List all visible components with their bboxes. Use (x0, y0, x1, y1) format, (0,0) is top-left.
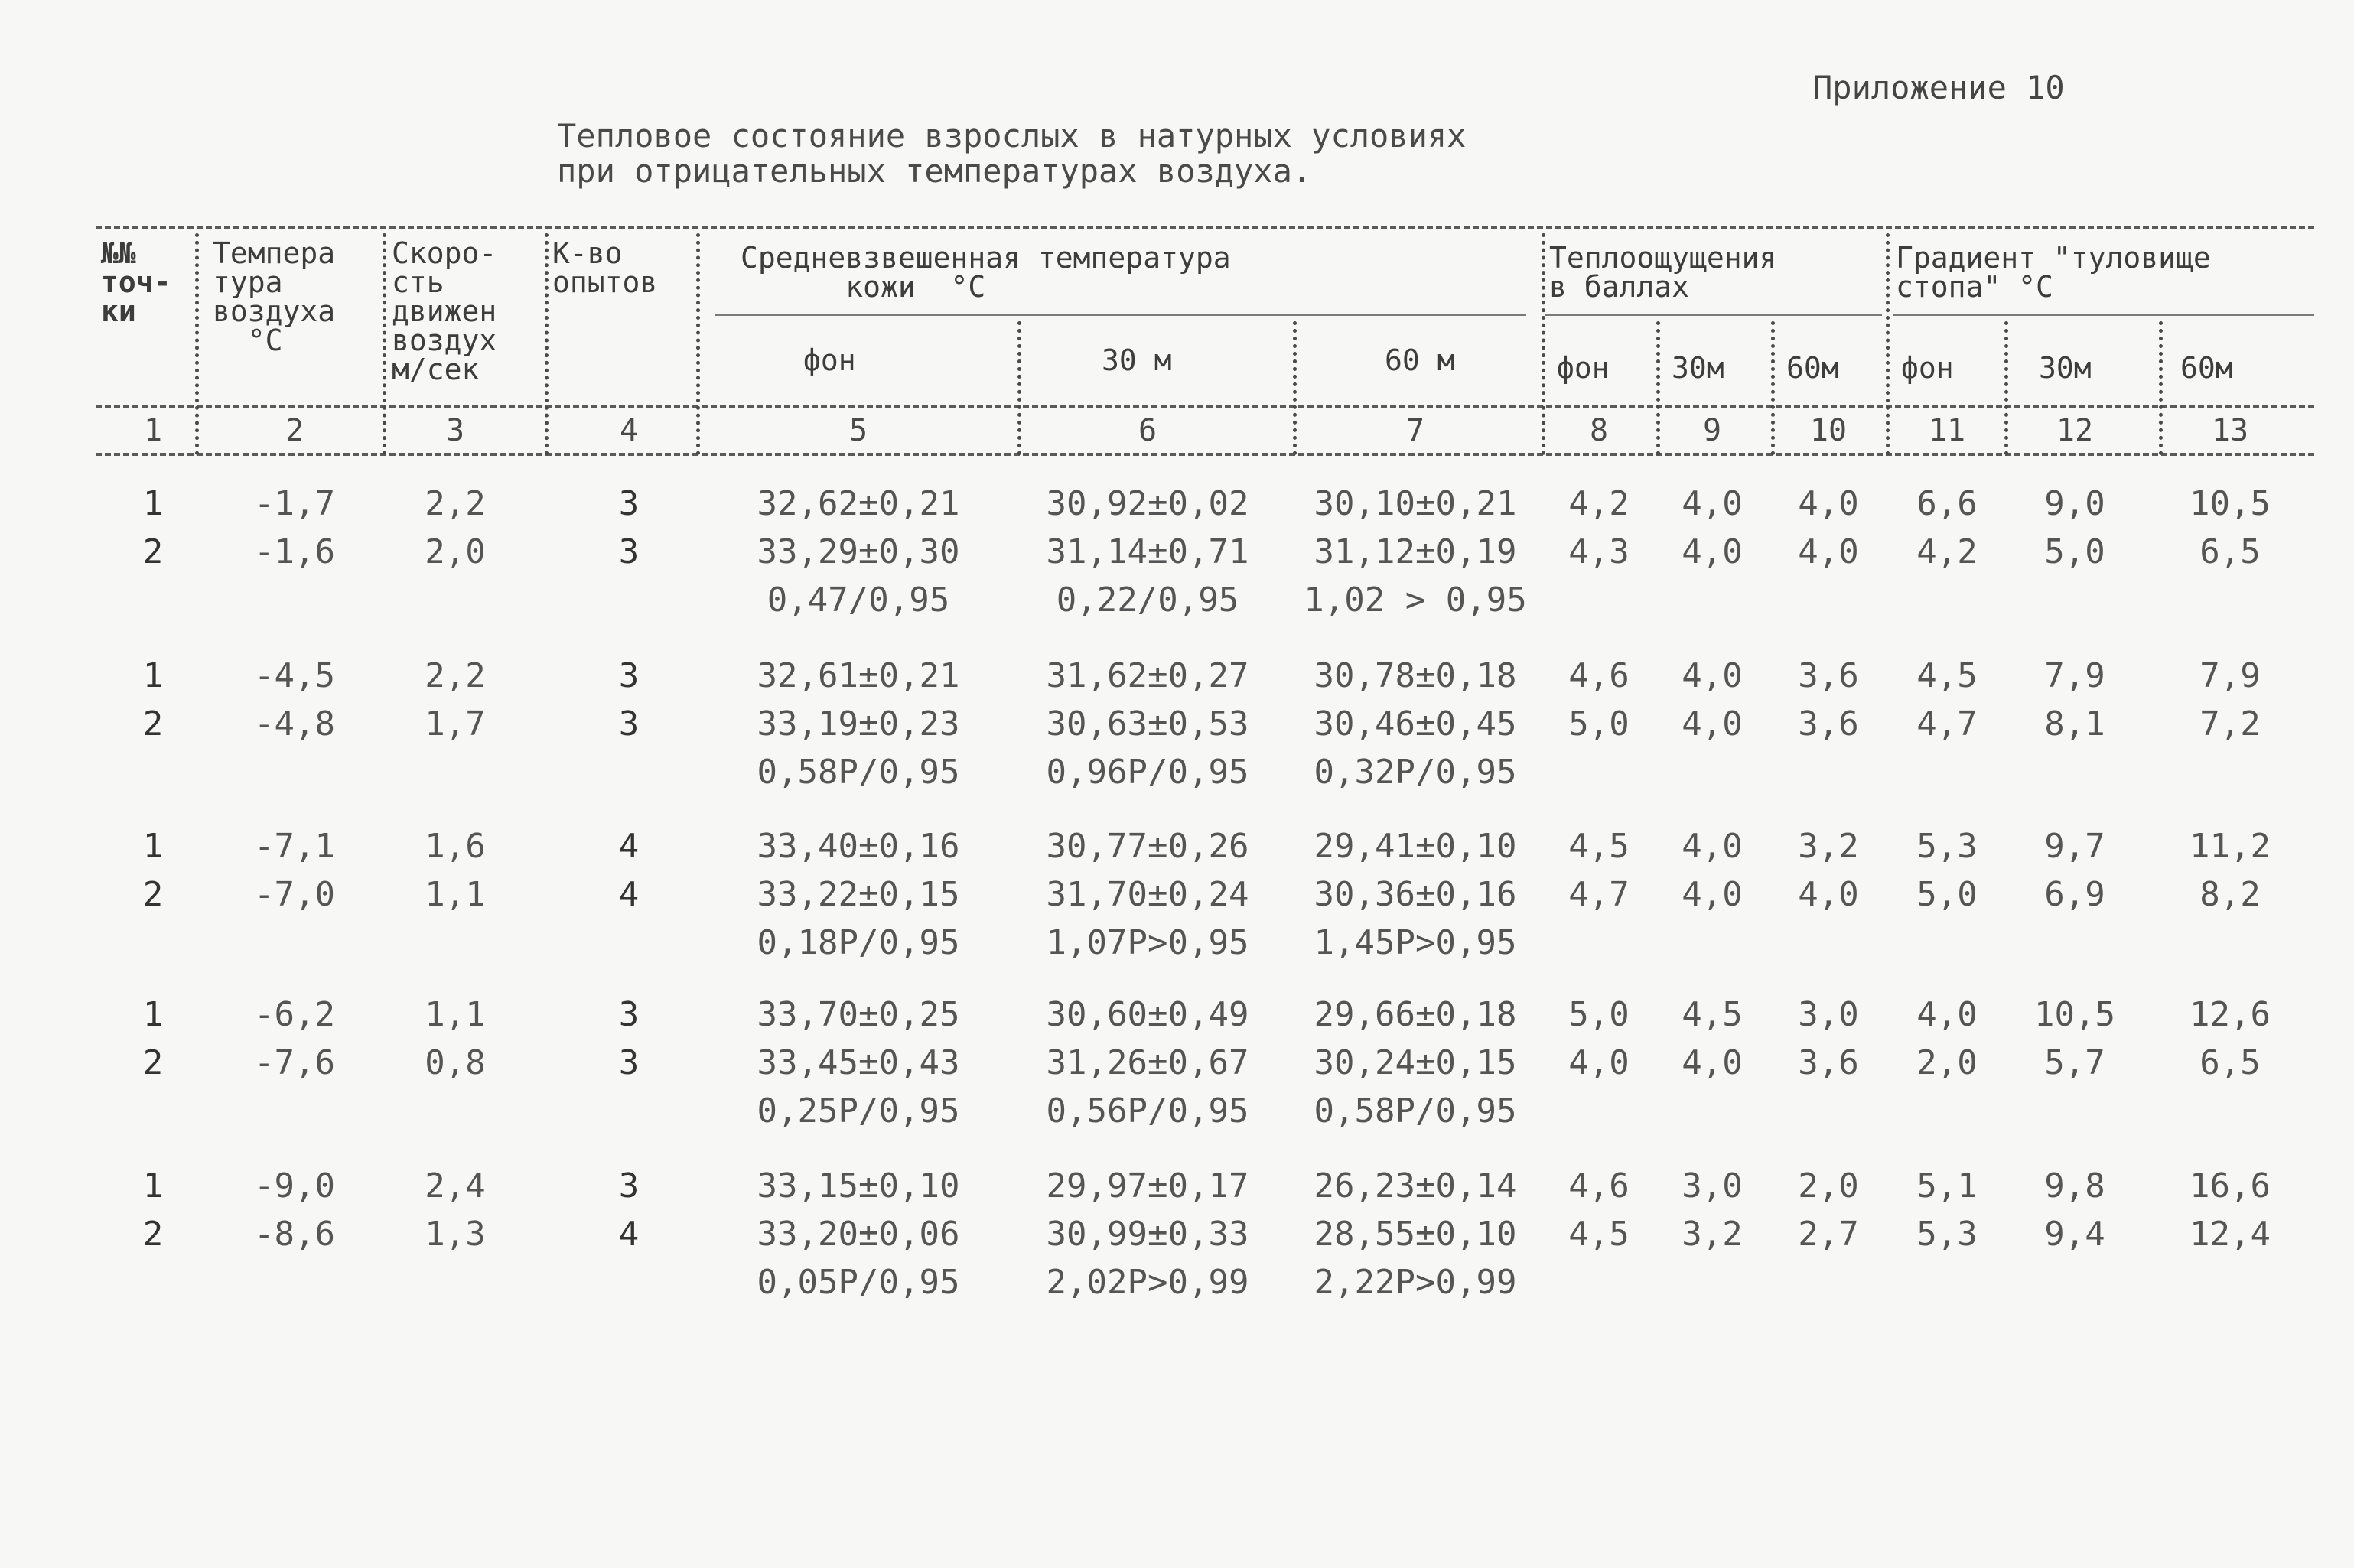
cell-g3-r2-c13: 8,2 (2199, 875, 2261, 914)
column-number-4: 4 (619, 413, 639, 448)
cell-g2-r1-c11: 4,5 (1916, 656, 1978, 695)
cell-g1-r1-c3: 2,2 (425, 484, 486, 523)
header-gradient-group: Градиент "туловище стопа" °С (1896, 241, 2211, 304)
cell-g1-r1-c11: 6,6 (1916, 484, 1978, 523)
cell-g4-r1-c5: 33,70±0,25 (757, 995, 960, 1034)
cell-g4-r2-c10: 3,6 (1798, 1043, 1859, 1082)
cell-g2-r2-c1: 2 (142, 704, 164, 743)
cell-g3-r2-c12: 6,9 (2044, 875, 2105, 914)
cell-g3-r1-c7: 29,41±0,10 (1314, 827, 1517, 866)
cell-g4-r2-c4: 3 (618, 1043, 640, 1082)
cell-g3-r1-c3: 1,6 (425, 827, 486, 866)
cell-g5-r1-c10: 2,0 (1798, 1166, 1859, 1205)
cell-g5-r1-c9: 3,0 (1682, 1166, 1743, 1205)
col-sep-5 (1017, 321, 1021, 455)
cell-g2-r2-c8: 5,0 (1568, 704, 1630, 743)
cell-g4-r1-c7: 29,66±0,18 (1314, 995, 1517, 1034)
cell-g2-r2-c11: 4,7 (1916, 704, 1978, 743)
cell-g5-r1-c3: 2,4 (425, 1166, 486, 1205)
cell-g4-r1-c1: 1 (142, 995, 164, 1034)
title-line-2: при отрицательных температурах воздуха. (557, 152, 1312, 190)
header-air-temp: Темпера тура воздуха °С (213, 236, 336, 357)
cell-g1-r2-c10: 4,0 (1798, 532, 1859, 571)
top-rule (96, 226, 2314, 229)
column-number-7: 7 (1405, 413, 1425, 448)
col-sep-6 (1293, 321, 1297, 455)
cell-g1-r1-c12: 9,0 (2044, 484, 2105, 523)
cell-g1-r1-c7: 30,10±0,21 (1314, 484, 1517, 523)
cell-g1-r2-c8: 4,3 (1568, 532, 1630, 571)
cell-g3-r2-c11: 5,0 (1916, 875, 1978, 914)
cell-g5-r1-c5: 33,15±0,10 (757, 1166, 960, 1205)
cell-g1-r2-c6: 31,14±0,71 (1046, 532, 1249, 571)
cell-g2-r2-c4: 3 (618, 704, 640, 743)
cell-g1-r2-c3: 2,0 (425, 532, 486, 571)
cell-g4-r2-c1: 2 (142, 1043, 164, 1082)
cell-g5-r1-c12: 9,8 (2044, 1166, 2105, 1205)
cell-g4-r1-c6: 30,60±0,49 (1046, 995, 1249, 1034)
cell-g2-r1-c8: 4,6 (1568, 656, 1630, 695)
header-air-speed: Скоро- сть движен воздух м/сек (392, 236, 497, 386)
header-sensation-background: фон (1557, 351, 1610, 385)
p-value-g3-c6: 1,07P>0,95 (1046, 923, 1249, 962)
cell-g2-r1-c13: 7,9 (2199, 656, 2261, 695)
cell-g3-r1-c5: 33,40±0,16 (757, 827, 960, 866)
title-line-1: Тепловое состояние взрослых в натурных условиях (557, 117, 1467, 155)
cell-g2-r2-c7: 30,46±0,45 (1314, 704, 1517, 743)
cell-g3-r1-c8: 4,5 (1568, 827, 1630, 866)
cell-g5-r2-c11: 5,3 (1916, 1215, 1978, 1254)
cell-g5-r2-c6: 30,99±0,33 (1046, 1215, 1249, 1254)
header-gradient-60m: 60м (2180, 351, 2233, 385)
col-sep-8 (1656, 321, 1660, 455)
cell-g5-r2-c5: 33,20±0,06 (757, 1215, 960, 1254)
column-number-11: 11 (1928, 413, 1966, 448)
p-value-g4-c6: 0,56P/0,95 (1046, 1091, 1249, 1130)
p-value-g1-c7: 1,02 > 0,95 (1304, 581, 1527, 620)
cell-g5-r2-c2: -8,6 (254, 1215, 335, 1254)
cell-g3-r2-c6: 31,70±0,24 (1046, 875, 1249, 914)
cell-g5-r2-c4: 4 (618, 1215, 640, 1254)
cell-g1-r1-c6: 30,92±0,02 (1046, 484, 1249, 523)
cell-g3-r1-c11: 5,3 (1916, 827, 1978, 866)
cell-g4-r1-c8: 5,0 (1568, 995, 1630, 1034)
cell-g1-r1-c1: 1 (142, 484, 164, 523)
cell-g3-r2-c5: 33,22±0,15 (757, 875, 960, 914)
p-value-g3-c5: 0,18P/0,95 (757, 923, 960, 962)
cell-g4-r2-c5: 33,45±0,43 (757, 1043, 960, 1082)
cell-g1-r2-c2: -1,6 (254, 532, 335, 571)
cell-g2-r1-c2: -4,5 (254, 656, 335, 695)
cell-g1-r1-c2: -1,7 (254, 484, 335, 523)
cell-g5-r1-c4: 3 (618, 1166, 640, 1205)
header-skin-temp-group: Средневзвешенная температура кожи °С (741, 241, 1231, 304)
cell-g5-r1-c6: 29,97±0,17 (1046, 1166, 1249, 1205)
p-value-g5-c6: 2,02P>0,99 (1046, 1263, 1249, 1302)
cell-g2-r1-c5: 32,61±0,21 (757, 656, 960, 695)
cell-g5-r1-c1: 1 (142, 1166, 164, 1205)
cell-g5-r2-c1: 2 (142, 1215, 164, 1254)
col-sep-2 (383, 233, 386, 455)
cell-g5-r2-c8: 4,5 (1568, 1215, 1630, 1254)
col-sep-11 (2004, 321, 2008, 455)
header-point-number: №№ точ- ки (101, 236, 171, 328)
cell-g4-r2-c8: 4,0 (1568, 1043, 1630, 1082)
cell-g3-r1-c10: 3,2 (1798, 827, 1859, 866)
cell-g5-r2-c7: 28,55±0,10 (1314, 1215, 1517, 1254)
column-number-bottom-rule (96, 453, 2314, 456)
column-number-1: 1 (143, 413, 163, 448)
cell-g5-r1-c11: 5,1 (1916, 1166, 1978, 1205)
sensation-group-rule (1545, 314, 1882, 316)
column-number-10: 10 (1809, 413, 1848, 448)
cell-g2-r2-c9: 4,0 (1682, 704, 1743, 743)
cell-g5-r1-c7: 26,23±0,14 (1314, 1166, 1517, 1205)
cell-g4-r1-c11: 4,0 (1916, 995, 1978, 1034)
cell-g4-r2-c7: 30,24±0,15 (1314, 1043, 1517, 1082)
cell-g1-r2-c12: 5,0 (2044, 532, 2105, 571)
column-number-12: 12 (2056, 413, 2094, 448)
cell-g4-r2-c3: 0,8 (425, 1043, 486, 1082)
column-number-9: 9 (1702, 413, 1722, 448)
cell-g4-r2-c2: -7,6 (254, 1043, 335, 1082)
gradient-group-rule (1893, 314, 2314, 316)
p-value-g1-c6: 0,22/0,95 (1056, 581, 1239, 620)
cell-g2-r1-c4: 3 (618, 656, 640, 695)
col-sep-7 (1542, 233, 1545, 455)
cell-g1-r2-c11: 4,2 (1916, 532, 1978, 571)
col-sep-12 (2159, 321, 2163, 455)
cell-g1-r1-c9: 4,0 (1682, 484, 1743, 523)
cell-g3-r1-c2: -7,1 (254, 827, 335, 866)
cell-g2-r2-c10: 3,6 (1798, 704, 1859, 743)
cell-g1-r1-c10: 4,0 (1798, 484, 1859, 523)
cell-g5-r2-c3: 1,3 (425, 1215, 486, 1254)
col-sep-4 (696, 233, 700, 455)
cell-g2-r2-c3: 1,7 (425, 704, 486, 743)
cell-g4-r1-c3: 1,1 (425, 995, 486, 1034)
cell-g4-r2-c11: 2,0 (1916, 1043, 1978, 1082)
cell-g1-r2-c4: 3 (618, 532, 640, 571)
p-value-g4-c5: 0,25P/0,95 (757, 1091, 960, 1130)
cell-g3-r2-c8: 4,7 (1568, 875, 1630, 914)
cell-g4-r1-c2: -6,2 (254, 995, 335, 1034)
col-sep-3 (545, 233, 549, 455)
header-sensation-30m: 30м (1672, 351, 1724, 385)
header-sensation-group: Теплоощущения в баллах (1549, 241, 1777, 304)
header-skin-background: фон (803, 343, 856, 377)
column-number-8: 8 (1589, 413, 1609, 448)
header-skin-60m: 60 м (1385, 343, 1455, 377)
cell-g1-r2-c13: 6,5 (2199, 532, 2261, 571)
cell-g2-r2-c6: 30,63±0,53 (1046, 704, 1249, 743)
header-sensation-60m: 60м (1786, 351, 1839, 385)
cell-g3-r1-c4: 4 (618, 827, 640, 866)
p-value-g2-c7: 0,32P/0,95 (1314, 753, 1517, 792)
header-experiments: К-во опытов (552, 236, 658, 299)
cell-g1-r1-c8: 4,2 (1568, 484, 1630, 523)
cell-g2-r1-c3: 2,2 (425, 656, 486, 695)
cell-g2-r1-c7: 30,78±0,18 (1314, 656, 1517, 695)
column-number-3: 3 (445, 413, 465, 448)
cell-g3-r2-c7: 30,36±0,16 (1314, 875, 1517, 914)
cell-g3-r2-c3: 1,1 (425, 875, 486, 914)
cell-g3-r2-c2: -7,0 (254, 875, 335, 914)
column-number-top-rule (96, 405, 2314, 408)
column-number-5: 5 (848, 413, 868, 448)
cell-g3-r1-c9: 4,0 (1682, 827, 1743, 866)
header-gradient-30m: 30м (2039, 351, 2092, 385)
col-sep-9 (1771, 321, 1775, 455)
appendix-label: Приложение 10 (1813, 69, 2065, 106)
header-gradient-background: фон (1901, 351, 1954, 385)
cell-g1-r1-c5: 32,62±0,21 (757, 484, 960, 523)
cell-g5-r2-c9: 3,2 (1682, 1215, 1743, 1254)
p-value-g2-c5: 0,58P/0,95 (757, 753, 960, 792)
cell-g1-r1-c13: 10,5 (2190, 484, 2271, 523)
cell-g3-r2-c1: 2 (142, 875, 164, 914)
column-number-6: 6 (1138, 413, 1157, 448)
cell-g1-r1-c4: 3 (618, 484, 640, 523)
cell-g1-r2-c1: 2 (142, 532, 164, 571)
cell-g2-r1-c6: 31,62±0,27 (1046, 656, 1249, 695)
cell-g4-r1-c4: 3 (618, 995, 640, 1034)
cell-g3-r2-c4: 4 (618, 875, 640, 914)
cell-g5-r1-c8: 4,6 (1568, 1166, 1630, 1205)
cell-g3-r1-c1: 1 (142, 827, 164, 866)
cell-g1-r2-c9: 4,0 (1682, 532, 1743, 571)
cell-g2-r2-c5: 33,19±0,23 (757, 704, 960, 743)
col-sep-10 (1886, 233, 1890, 455)
cell-g5-r2-c12: 9,4 (2044, 1215, 2105, 1254)
cell-g1-r2-c7: 31,12±0,19 (1314, 532, 1517, 571)
column-number-13: 13 (2211, 413, 2249, 448)
skin-temp-group-rule (715, 314, 1526, 316)
cell-g3-r2-c9: 4,0 (1682, 875, 1743, 914)
cell-g5-r2-c13: 12,4 (2190, 1215, 2271, 1254)
cell-g2-r2-c13: 7,2 (2199, 704, 2261, 743)
cell-g4-r2-c9: 4,0 (1682, 1043, 1743, 1082)
cell-g4-r1-c13: 12,6 (2190, 995, 2271, 1034)
cell-g3-r1-c13: 11,2 (2190, 827, 2271, 866)
cell-g4-r2-c13: 6,5 (2199, 1043, 2261, 1082)
header-skin-30m: 30 м (1102, 343, 1172, 377)
cell-g5-r2-c10: 2,7 (1798, 1215, 1859, 1254)
cell-g4-r1-c9: 4,5 (1682, 995, 1743, 1034)
cell-g2-r1-c9: 4,0 (1682, 656, 1743, 695)
cell-g3-r2-c10: 4,0 (1798, 875, 1859, 914)
cell-g4-r1-c12: 10,5 (2034, 995, 2115, 1034)
p-value-g4-c7: 0,58P/0,95 (1314, 1091, 1517, 1130)
p-value-g1-c5: 0,47/0,95 (767, 581, 950, 620)
cell-g1-r2-c5: 33,29±0,30 (757, 532, 960, 571)
cell-g4-r1-c10: 3,0 (1798, 995, 1859, 1034)
p-value-g3-c7: 1,45P>0,95 (1314, 923, 1517, 962)
cell-g2-r1-c10: 3,6 (1798, 656, 1859, 695)
p-value-g5-c7: 2,22P>0,99 (1314, 1263, 1517, 1302)
cell-g5-r1-c2: -9,0 (254, 1166, 335, 1205)
column-number-2: 2 (285, 413, 304, 448)
cell-g4-r2-c6: 31,26±0,67 (1046, 1043, 1249, 1082)
cell-g2-r2-c12: 8,1 (2044, 704, 2105, 743)
cell-g4-r2-c12: 5,7 (2044, 1043, 2105, 1082)
cell-g3-r1-c6: 30,77±0,26 (1046, 827, 1249, 866)
cell-g5-r1-c13: 16,6 (2190, 1166, 2271, 1205)
table-title (557, 119, 1466, 189)
p-value-g5-c5: 0,05P/0,95 (757, 1263, 960, 1302)
cell-g2-r2-c2: -4,8 (254, 704, 335, 743)
p-value-g2-c6: 0,96P/0,95 (1046, 753, 1249, 792)
cell-g2-r1-c1: 1 (142, 656, 164, 695)
cell-g3-r1-c12: 9,7 (2044, 827, 2105, 866)
cell-g2-r1-c12: 7,9 (2044, 656, 2105, 695)
